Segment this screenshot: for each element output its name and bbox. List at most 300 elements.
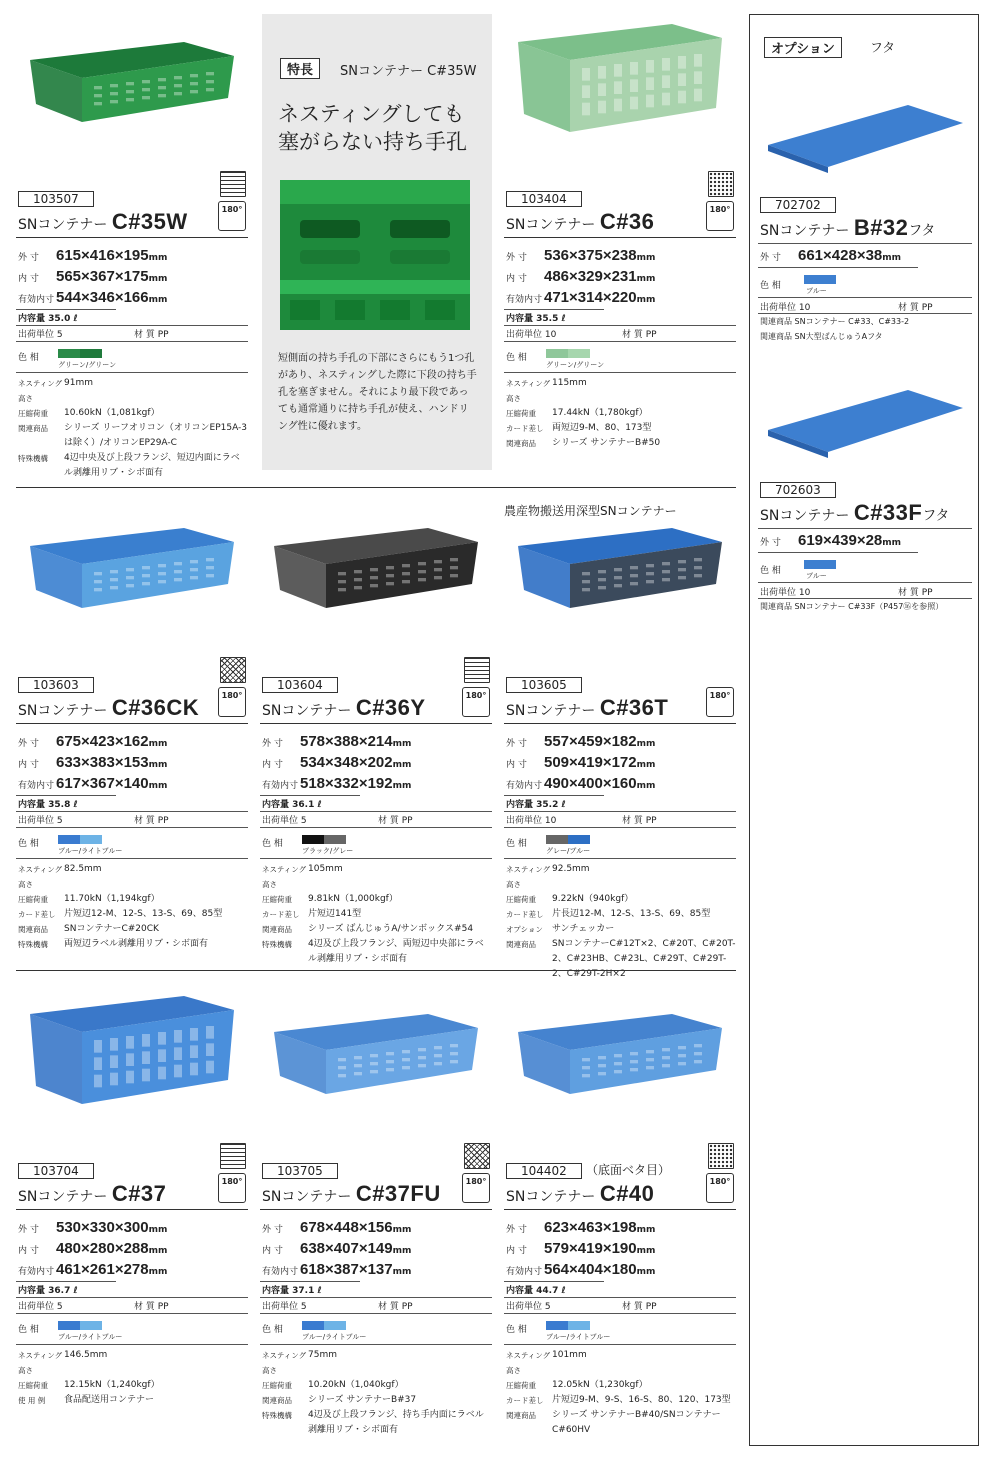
dimension-value: 578×388×214 [300, 733, 393, 750]
shipping-unit: 出荷単位 5 [262, 816, 307, 826]
crate-image [260, 500, 492, 630]
dimension-unit: mm [882, 538, 902, 548]
color-name: ブラック/グレー [302, 847, 354, 855]
dimension-value: 557×459×182 [544, 733, 637, 750]
row-line [758, 313, 972, 314]
spec-key: 特殊機構 [18, 454, 48, 463]
product-code: 103704 [18, 1163, 94, 1179]
spec-key: 圧縮荷重 [18, 895, 48, 904]
dimension-unit: mm [636, 295, 656, 305]
dimension-unit: mm [148, 295, 168, 305]
related-products: 関連商品 SNコンテナー C#33F（P457⑯を参照） [760, 602, 944, 611]
spec-row [506, 937, 738, 982]
dimension-effective [506, 775, 655, 792]
dimension-value: 633×383×153 [56, 754, 149, 771]
capacity: 内容量 35.0 ℓ [18, 314, 78, 324]
spec-row [18, 421, 250, 451]
spec-key: 圧縮荷重 [262, 1381, 292, 1390]
product-card [260, 500, 492, 970]
dimension-label: 外 寸 [18, 1225, 39, 1235]
grid-mesh-icon [708, 171, 734, 197]
spec-value: 食品配送用コンテナー [64, 1395, 155, 1405]
spec-row [262, 937, 494, 967]
spec-row [262, 907, 494, 922]
dimension-label: 内 寸 [18, 760, 39, 770]
spec-row [18, 1348, 250, 1378]
color-label: 色 相 [506, 839, 527, 849]
dimension-value: 471×314×220 [544, 289, 637, 306]
dimension-unit: mm [148, 253, 168, 263]
spec-value: 片長辺12-M、12-S、13-S、69、85型 [552, 909, 711, 919]
dimension-value: 534×348×202 [300, 754, 393, 771]
spec-value: 12.05kN（1,230kgf） [552, 1380, 648, 1390]
row-line [758, 528, 972, 529]
shipping-unit: 出荷単位 5 [18, 330, 63, 340]
dimension-label: 内 寸 [506, 1246, 527, 1256]
dimension-value: 617×367×140 [56, 775, 149, 792]
product-card [16, 14, 248, 484]
dimension-value: 530×330×300 [56, 1219, 149, 1236]
color-swatch [58, 835, 80, 844]
spec-value: 4辺及び上段フランジ、両短辺中央部にラベル剥離用リブ・シボ面有 [308, 939, 484, 964]
spec-value: 10.60kN（1,081kgf） [64, 408, 160, 418]
color-label: 色 相 [262, 1325, 283, 1335]
product-code: 103705 [262, 1163, 338, 1179]
row-line [16, 341, 248, 342]
color-name: グレー/ブルー [546, 847, 591, 855]
row-line [758, 582, 972, 583]
option-model: B#32 [853, 215, 909, 240]
dimension-inner [506, 268, 655, 285]
product-photo [260, 500, 492, 630]
dimension-unit: mm [636, 739, 656, 749]
dimension-inner [18, 268, 167, 285]
related-products: 関連商品 SNコンテナー C#33、C#33-2 [760, 317, 910, 326]
spec-key: 特殊機構 [262, 1411, 292, 1420]
dimension-label: 外 寸 [506, 739, 527, 749]
dimension-value: 615×416×195 [56, 247, 149, 264]
color-swatch [324, 1321, 346, 1330]
grid-mesh-icon [220, 171, 246, 197]
dimension-effective [506, 289, 655, 306]
color-name: ブルー/ライトブルー [546, 1333, 611, 1341]
spec-row [18, 1393, 250, 1408]
dimension-value: 536×375×238 [544, 247, 637, 264]
color-swatch [804, 275, 836, 284]
material: 材 質 PP [378, 1302, 413, 1312]
row-line [16, 1344, 248, 1345]
dimension-value: 678×448×156 [300, 1219, 393, 1236]
shipping-unit: 出荷単位 10 [760, 303, 811, 313]
spec-list [506, 862, 738, 982]
product-prefix: SNコンテナー [506, 217, 600, 233]
spec-key: 関連商品 [262, 1396, 292, 1405]
row-line [16, 1297, 248, 1298]
dimension-unit: mm [392, 781, 412, 791]
title-underline [16, 237, 248, 238]
product-code: 103604 [262, 677, 338, 693]
spec-value: 9.22kN（940kgf） [552, 894, 634, 904]
dimension-outer [18, 733, 167, 750]
shipping-unit: 出荷単位 5 [506, 1302, 551, 1312]
spec-value: シリーズ ばんじゅうA/サンボックス#54 [308, 924, 474, 934]
spec-row [506, 922, 738, 937]
color-swatch [58, 349, 80, 358]
dimension-outer [262, 733, 411, 750]
dimension-effective [262, 775, 411, 792]
option-model: C#33F [853, 500, 923, 525]
color-swatch [80, 1321, 102, 1330]
spec-value: 4辺及び上段フランジ、持ち手内面にラベル剥離用リブ・シボ面有 [308, 1410, 484, 1435]
dimension-unit: mm [148, 274, 168, 284]
spec-key: ネスティング高さ [18, 1351, 63, 1375]
option-title [760, 500, 949, 526]
dimension-unit: mm [148, 1246, 168, 1256]
dimension-value: 579×419×190 [544, 1240, 637, 1257]
crate-image [16, 14, 248, 144]
material: 材 質 PP [898, 588, 933, 598]
row-line [504, 827, 736, 828]
rotate-180-icon: 180° [462, 687, 490, 717]
spec-list [262, 862, 494, 967]
spec-row [262, 1378, 494, 1393]
capacity: 内容量 35.8 ℓ [18, 800, 78, 810]
row-line [16, 1313, 248, 1314]
dimension-outer [506, 1219, 655, 1236]
row-line [260, 1281, 360, 1282]
spec-value: シリーズ サンテナーB#50 [552, 438, 661, 448]
related-products-2: 関連商品 SN大型ばんじゅうAフタ [760, 332, 883, 341]
dimension-unit: mm [392, 1267, 412, 1277]
rotate-180-icon: 180° [706, 201, 734, 231]
grid-mesh-icon [708, 1143, 734, 1169]
color-label: 色 相 [18, 353, 39, 363]
color-swatch [546, 835, 568, 844]
option-prefix: SNコンテナー [760, 508, 854, 524]
title-underline [16, 1209, 248, 1210]
crate-image [16, 500, 248, 630]
color-name: ブルー/ライトブルー [58, 847, 123, 855]
color-label: 色 相 [506, 1325, 527, 1335]
spec-key: 関連商品 [506, 1411, 536, 1420]
title-underline [504, 723, 736, 724]
product-photo [504, 986, 736, 1116]
title-underline [504, 237, 736, 238]
spec-value: 片短辺12-M、12-S、13-S、69、85型 [64, 909, 223, 919]
spec-key: ネスティング高さ [506, 865, 551, 889]
product-model: C#36CK [111, 695, 200, 720]
spec-value: SNコンテナーC#12T×2、C#20T、C#20T-2、C#23HB、C#23L、C#29T、C#29T-2、C#29T-2H×2 [552, 939, 736, 979]
spec-value: 両短辺ラベル剥離用リブ・シボ面有 [64, 939, 209, 949]
capacity: 内容量 35.5 ℓ [506, 314, 566, 324]
row-line [758, 297, 972, 298]
shipping-unit: 出荷単位 5 [18, 816, 63, 826]
product-photo [16, 500, 248, 630]
spec-key: 圧縮荷重 [506, 1381, 536, 1390]
dimension-value: 619×439×28 [798, 532, 883, 549]
dimension-inner [506, 754, 655, 771]
dimension-label: 外 寸 [760, 253, 781, 263]
dimension-unit: mm [148, 1225, 168, 1235]
spec-list [262, 1348, 494, 1438]
feature-subject: SNコンテナー C#35W [340, 64, 477, 79]
spec-list [18, 376, 250, 481]
material: 材 質 PP [134, 330, 169, 340]
capacity: 内容量 36.7 ℓ [18, 1286, 78, 1296]
row-line [260, 811, 492, 812]
rotate-180-icon: 180° [706, 1173, 734, 1203]
material: 材 質 PP [622, 330, 657, 340]
dimension-label: 有効内寸 [18, 781, 55, 791]
product-title [18, 1181, 166, 1207]
dimension-label: 内 寸 [18, 1246, 39, 1256]
crate-image [504, 986, 736, 1116]
row-line [504, 372, 736, 373]
options-tag-text: フタ [870, 41, 896, 56]
title-underline [260, 723, 492, 724]
dimension-value: 518×332×192 [300, 775, 393, 792]
row-line [16, 372, 248, 373]
spec-key: 関連商品 [18, 925, 48, 934]
dimension-label: 内 寸 [506, 760, 527, 770]
rotate-180-icon: 180° [218, 687, 246, 717]
rotate-180-icon: 180° [462, 1173, 490, 1203]
spec-key: ネスティング高さ [262, 865, 307, 889]
feature-headline-line1: ネスティングしても [278, 102, 465, 126]
row-line [504, 325, 736, 326]
spec-key: カード差し [506, 424, 544, 433]
spec-key: ネスティング高さ [18, 379, 63, 403]
shipping-unit: 出荷単位 10 [760, 588, 811, 598]
color-swatch [58, 1321, 80, 1330]
spec-row [18, 892, 250, 907]
color-name: ブルー/ライトブルー [58, 1333, 123, 1341]
spec-list [18, 1348, 250, 1408]
lid-image [758, 360, 972, 460]
spec-row [506, 907, 738, 922]
dimension-value: 638×407×149 [300, 1240, 393, 1257]
dimension-unit: mm [636, 1267, 656, 1277]
product-title [18, 209, 188, 235]
option-dimension [760, 247, 901, 264]
title-underline [504, 1209, 736, 1210]
dimension-unit: mm [636, 760, 656, 770]
spec-value: 115mm [552, 378, 587, 388]
row-line [504, 1344, 736, 1345]
spec-row [262, 862, 494, 892]
option-card [758, 360, 972, 630]
spec-value: サンチェッカー [552, 924, 615, 934]
dimension-label: 有効内寸 [262, 781, 299, 791]
dimension-label: 内 寸 [262, 760, 283, 770]
spec-row [262, 1408, 494, 1438]
dimension-unit: mm [148, 1267, 168, 1277]
row-line [504, 341, 736, 342]
dimension-unit: mm [636, 274, 656, 284]
rotate-180-icon: 180° [218, 201, 246, 231]
color-swatch [302, 1321, 324, 1330]
dimension-inner [506, 1240, 655, 1257]
product-code: 103404 [506, 191, 582, 207]
check-mesh-icon [220, 657, 246, 683]
product-model: C#37FU [355, 1181, 441, 1206]
spec-key: 特殊機構 [18, 940, 48, 949]
product-prefix: SNコンテナー [262, 1189, 356, 1205]
dimension-effective [506, 1261, 655, 1278]
material: 材 質 PP [378, 816, 413, 826]
dimension-value: 486×329×231 [544, 268, 637, 285]
dimension-label: 内 寸 [18, 274, 39, 284]
spec-row [18, 376, 250, 406]
dimension-label: 外 寸 [18, 253, 39, 263]
spec-value: シリーズ サンテナーB#37 [308, 1395, 417, 1405]
dimension-outer [262, 1219, 411, 1236]
options-column [749, 14, 979, 1446]
spec-key: 関連商品 [506, 439, 536, 448]
spec-key: 圧縮荷重 [262, 895, 292, 904]
spec-key: 特殊機構 [262, 940, 292, 949]
spec-value: 9.81kN（1,000kgf） [308, 894, 398, 904]
rotate-180-icon: 180° [706, 687, 734, 717]
dimension-value: 544×346×166 [56, 289, 149, 306]
product-title [506, 209, 654, 235]
rotate-180-icon: 180° [218, 1173, 246, 1203]
row-line [16, 1281, 116, 1282]
material: 材 質 PP [134, 816, 169, 826]
color-label: 色 相 [506, 353, 527, 363]
dimension-inner [262, 1240, 411, 1257]
feature-tag: 特長 [280, 58, 320, 79]
product-card [260, 986, 492, 1456]
color-name: ブルー/ライトブルー [302, 1333, 367, 1341]
option-suffix: フタ [908, 223, 936, 239]
row-line [504, 1297, 736, 1298]
crate-image [260, 986, 492, 1116]
product-prefix: SNコンテナー [18, 1189, 112, 1205]
color-swatch [546, 1321, 568, 1330]
options-tag: オプション [764, 37, 842, 58]
row-line [16, 858, 248, 859]
code-note: （底面ベタ目） [586, 1163, 671, 1177]
spec-value: 4辺中央及び上段フランジ、短辺内面にラベル剥離用リブ・シボ面有 [64, 453, 240, 478]
spec-value: 82.5mm [64, 864, 102, 874]
spec-key: カード差し [18, 910, 56, 919]
row-divider [16, 970, 736, 971]
option-title [760, 215, 935, 241]
capacity: 内容量 35.2 ℓ [506, 800, 566, 810]
dimension-effective [262, 1261, 411, 1278]
product-photo [260, 986, 492, 1116]
spec-value: 17.44kN（1,780kgf） [552, 408, 648, 418]
product-code: 104402 [506, 1163, 582, 1179]
spec-key: オプション [506, 925, 543, 934]
row-line [504, 811, 736, 812]
spec-row [18, 406, 250, 421]
spec-value: 75mm [308, 1350, 337, 1360]
shipping-unit: 出荷単位 10 [506, 330, 557, 340]
spec-row [18, 451, 250, 481]
color-label: 色 相 [760, 281, 781, 291]
dimension-outer [506, 247, 655, 264]
color-name: グリーン/グリーン [58, 361, 117, 369]
spec-key: 使 用 例 [18, 1396, 46, 1405]
spec-key: 圧縮荷重 [506, 895, 536, 904]
spec-key: 圧縮荷重 [18, 409, 48, 418]
color-label: 色 相 [18, 839, 39, 849]
spec-key: ネスティング高さ [506, 1351, 551, 1375]
product-code: 103507 [18, 191, 94, 207]
spec-row [18, 1378, 250, 1393]
product-card [504, 500, 736, 979]
dimension-label: 有効内寸 [18, 295, 55, 305]
color-name: ブルー [806, 287, 827, 295]
dimension-label: 外 寸 [262, 1225, 283, 1235]
spec-key: 関連商品 [262, 925, 292, 934]
product-model: C#36 [599, 209, 655, 234]
spec-key: 関連商品 [506, 940, 536, 949]
spec-row [506, 1348, 738, 1378]
color-swatch [568, 1321, 590, 1330]
spec-row [262, 892, 494, 907]
spec-row [262, 1348, 494, 1378]
spec-row [506, 1378, 738, 1393]
spec-row [506, 421, 738, 436]
spec-row [18, 907, 250, 922]
spec-value: シリーズ リーフオリコン（オリコンEP15A-3は除く）/オリコンEP29A-C [64, 423, 248, 448]
color-swatch [302, 835, 324, 844]
color-swatch [546, 349, 568, 358]
dimension-value: 623×463×198 [544, 1219, 637, 1236]
option-card [758, 75, 972, 345]
row-line [16, 309, 116, 310]
color-swatch [568, 835, 590, 844]
product-prefix: SNコンテナー [506, 703, 600, 719]
shipping-unit: 出荷単位 5 [18, 1302, 63, 1312]
dimension-label: 有効内寸 [262, 1267, 299, 1277]
crate-image [504, 500, 736, 630]
spec-list [506, 1348, 738, 1438]
product-card [504, 986, 736, 1456]
product-code: 103603 [18, 677, 94, 693]
product-title [262, 1181, 441, 1207]
spec-key: 圧縮荷重 [506, 409, 536, 418]
material: 材 質 PP [134, 1302, 169, 1312]
color-swatch [80, 835, 102, 844]
spec-value: 146.5mm [64, 1350, 108, 1360]
dimension-value: 565×367×175 [56, 268, 149, 285]
spec-value: 12.15kN（1,240kgf） [64, 1380, 160, 1390]
dimension-effective [18, 1261, 167, 1278]
spec-key: カード差し [506, 910, 544, 919]
spec-value: 両短辺9-M、80、173型 [552, 423, 652, 433]
row-line [758, 243, 972, 244]
product-card [16, 986, 248, 1456]
row-divider [16, 487, 736, 488]
spec-value: 92.5mm [552, 864, 590, 874]
feature-headline-line2: 塞がらない持ち手孔 [278, 130, 467, 154]
spec-value: 片短辺9-M、9-S、16-S、80、120、173型 [552, 1395, 731, 1405]
dimension-value: 675×423×162 [56, 733, 149, 750]
dimension-value: 618×387×137 [300, 1261, 393, 1278]
dimension-label: 外 寸 [760, 538, 781, 548]
row-line [504, 1281, 604, 1282]
spec-row [262, 1393, 494, 1408]
dimension-unit: mm [636, 1246, 656, 1256]
dimension-label: 外 寸 [262, 739, 283, 749]
color-label: 色 相 [262, 839, 283, 849]
feature-photo [280, 180, 470, 330]
dimension-unit: mm [392, 760, 412, 770]
